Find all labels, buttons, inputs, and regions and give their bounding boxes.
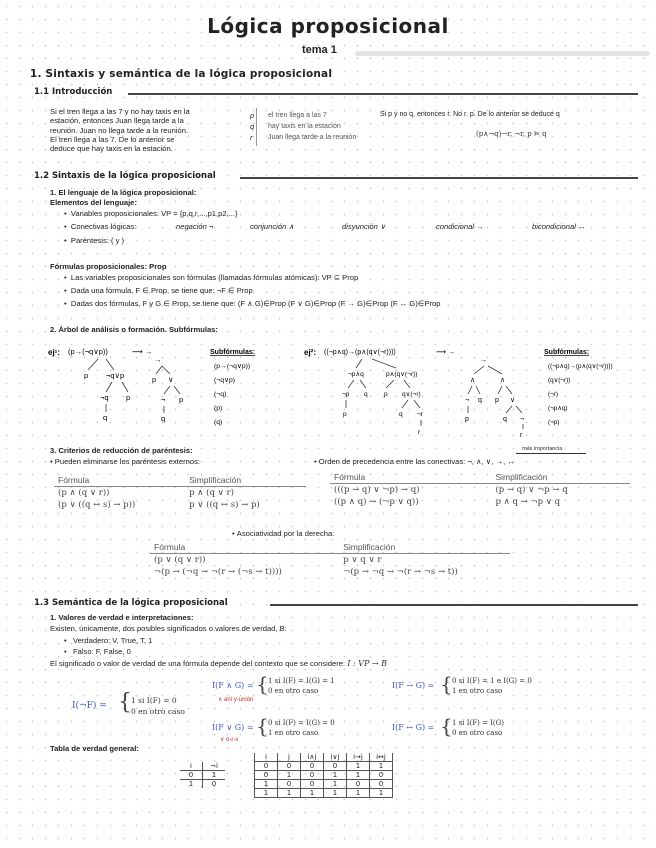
tree2-label: ej²: <box>304 348 316 357</box>
tree1-node: ¬q∨p <box>106 371 125 380</box>
conn-and: conjunción ∧ <box>250 222 294 231</box>
tree2-sub: (¬p∧q) <box>548 405 568 412</box>
and-lhs: I(F ∧ G) = <box>212 681 254 690</box>
table-precedence: Fórmula Simplificación (((p → q) ∨ ¬p) → q) (p → q) ∨ ¬p → q ((p ∧ q) → (¬p ∨ q)) p ∧ q → ¬p ∨ q <box>330 471 630 508</box>
tree2-node: p∧(q∨(¬r)) <box>386 371 418 378</box>
s12-heading: 1.2 Sintaxis de la lógica proposicional <box>34 171 216 181</box>
tree1-node: p <box>126 393 131 402</box>
tema-bar <box>355 51 650 56</box>
tree1-op: → <box>154 355 162 364</box>
tree2-leaf: p <box>495 397 499 404</box>
tree-2 <box>302 340 652 440</box>
tree2-node: p <box>343 411 347 418</box>
or-note: ∨ o-r-v <box>220 737 239 743</box>
brace: { <box>118 690 132 715</box>
prop-item-1: • Las variables proposicionales son fórmulas (llamadas fórmulas atómicas): VP ⊆ Prop <box>64 273 359 282</box>
s11-meanings: el tren llega a las 7 hay taxis en la estación Juan llega tarde a la reunión <box>268 112 357 141</box>
conn-iff: bicondicional ↔ <box>532 222 586 231</box>
iff-lhs: I(F ↔ G) = <box>392 723 435 732</box>
table-assoc: Fórmula Simplificación (p ∨ (q ∨ r)) p ∨ q ∨ r ¬(p → (¬q → ¬(r → (¬s → t)))) ¬(p → ¬q → ¬(r → ¬s → t)) <box>150 541 510 578</box>
assoc-bullet: • Asociatividad por la derecha: <box>232 529 335 538</box>
tree1-leaf: p <box>179 395 184 404</box>
or-lhs: I(F ∨ G) = <box>212 723 254 732</box>
tree2-sub: (q∨(¬r)) <box>548 377 571 384</box>
outer-bullet: • Pueden eliminarse los paréntesis externos: <box>50 457 200 466</box>
tree2-op: ¬ <box>465 397 470 404</box>
section-1-heading: 1. Sintaxis y semántica de la lógica proposicional <box>30 68 333 80</box>
and-note: ∧ ani y-unión <box>218 697 254 703</box>
tree2-leaf: r <box>520 432 523 439</box>
tree2-sub: (¬p) <box>548 419 560 426</box>
tree1-leaf: p <box>152 375 157 384</box>
prop-item-3: • Dadas dos fórmulas, F y G ∈ Prop, se tiene que: (F ∧ G)∈Prop (F ∨ G)∈Prop (F → G)∈Prop (F ↔ G)∈Prop <box>64 299 441 308</box>
s11-formal-text: Si p y no q, entonces r. No r. p. De lo anterior se deduce q <box>380 111 560 118</box>
tree1-sub: (q) <box>214 419 223 426</box>
tree2-node: q <box>399 411 403 418</box>
prec-bullet: • Orden de precedencia entre las conectivas: ¬, ∧, ∨, →, ↔ <box>314 457 515 466</box>
tree2-node: q <box>364 391 368 398</box>
tree1-node: ¬q <box>100 393 109 402</box>
and-cases: 1 si I(F) = I(G) = 1 0 en otro caso <box>268 677 335 695</box>
tree-1 <box>44 340 304 440</box>
tree2-node: r <box>418 429 421 436</box>
neg-cases: 1 si I(F) = 0 0 en otro caso <box>131 696 185 716</box>
s11-divider <box>256 108 257 146</box>
s12-item3: 3. Criterios de reducción de paréntesis: <box>50 446 193 455</box>
table-outer: Fórmula Simplificación (p ∧ (q ∨ r)) p ∧ (q ∨ r) (p ∨ ((q ↔ s) → p)) p ∨ ((q ↔ s) → p) <box>54 474 306 511</box>
truth-table-label: Tabla de verdad general: <box>50 744 139 753</box>
conn-imp: condicional → <box>436 222 484 231</box>
page-title: Lógica proposicional <box>207 14 449 38</box>
s12-variables: • Variables proposicionales: VP = {p,q,r,...,p1,p2,...} <box>64 209 238 218</box>
s13-true: • Verdadero: V, True, T, 1 <box>64 636 153 645</box>
tree1-op: ¬ <box>161 395 166 404</box>
tree2-sub-title: Subfórmulas: <box>544 349 590 356</box>
tree1-sub: (p→(¬q∨p)) <box>214 363 251 370</box>
iff-cases: 1 si I(F) = I(G) 0 en otro caso <box>452 719 504 737</box>
tree2-op: ∧ <box>470 377 476 384</box>
tree2-formula: ((¬p∧q)→(p∧(q∨(¬r)))) <box>324 349 396 356</box>
tree2-leaf: q <box>478 397 482 404</box>
s13-rule <box>270 604 638 606</box>
tree1-sub: (¬q) <box>214 391 227 398</box>
tree2-leaf: q <box>503 416 507 423</box>
s12-elements-label: Elementos del lenguaje: <box>50 198 137 207</box>
prop-item-2: • Dada una fórmula, F ∈ Prop, se tiene que: ¬F ∈ Prop <box>64 286 253 295</box>
tree2-leaf: p <box>465 416 469 423</box>
tree2-op: ∨ <box>510 397 516 404</box>
s13-intro: Existen, únicamente, dos posibles significados o valores de verdad, B: <box>50 624 287 633</box>
s12-connectives: • Conectivas lógicas: <box>64 222 137 231</box>
s11-paragraph: Si el tren llega a las 7 y no hay taxis en la estación, entonces Juan llega tarde a la reunión. Juan no llega tarde a la reunión. El tren llega a las 7. De lo anterior se deduce que hay taxis en la estación. <box>50 107 190 154</box>
s13-meaning: El significado o valor de verdad de una fórmula depende del contexto que se considere: I : VP → B <box>50 659 387 668</box>
tree2-node: ¬p <box>342 391 350 398</box>
or-cases: 0 si I(F) = I(G) = 0 1 en otro caso <box>268 719 335 737</box>
s11-heading: 1.1 Introducción <box>34 87 113 97</box>
s13-item1: 1. Valores de verdad e interpretaciones: <box>50 613 194 622</box>
conn-neg: negación ¬ <box>176 222 214 231</box>
s12-item1: 1. El lenguaje de la lógica proposicional: <box>50 188 197 197</box>
s13-heading: 1.3 Semántica de la lógica proposicional <box>34 598 228 608</box>
tree2-op: → <box>480 357 487 364</box>
s12-rule <box>240 177 638 179</box>
tree1-sub-title: Subfórmulas: <box>210 349 256 356</box>
s11-rule <box>128 93 638 95</box>
tree2-op: ¬ <box>520 416 525 423</box>
general-truth-table: i j i∧j i∨j i→j i↔j 0 0 0 0 1 1 0 1 0 1 1 0 1 0 0 1 0 0 1 1 1 1 1 1 <box>254 753 393 798</box>
tree1-label: ej¹: <box>48 348 60 357</box>
tree1-leaf: q <box>161 414 166 423</box>
s12-item2: 2. Árbol de análisis o formación. Subfórmulas: <box>50 325 218 334</box>
neg-truth-table: i ¬i 0 1 1 0 <box>180 762 225 788</box>
brace: { <box>440 672 453 696</box>
tree1-arrow: ⟿ → <box>132 347 153 356</box>
imp-lhs: I(F → G) = <box>392 681 435 690</box>
tree1-sub: (p) <box>214 405 223 412</box>
tree2-node: ¬r <box>417 411 423 418</box>
s13-false: • Falso: F, False, 0 <box>64 647 131 656</box>
tree1-op: ∨ <box>168 375 174 384</box>
tree1-sub: (¬q∨p) <box>214 377 236 384</box>
imp-cases: 0 si I(F) = 1 e I(G) = 0 1 en otro caso <box>452 677 532 695</box>
tree2-sub: ((¬p∧q)→(p∧(q∨(¬r)))) <box>548 363 613 370</box>
brace: { <box>440 714 453 738</box>
tree2-op: ∧ <box>500 377 506 384</box>
tree1-node: p <box>84 371 89 380</box>
brace: { <box>256 714 269 738</box>
tema-label: tema 1 <box>302 44 337 56</box>
tree2-sub: (¬r) <box>548 391 558 398</box>
conn-or: disyunción ∨ <box>342 222 386 231</box>
tree2-node: ¬p∧q <box>348 371 364 378</box>
tree2-arrow: ⟿ → <box>436 349 455 356</box>
tree2-node: q∨(¬r) <box>402 391 421 398</box>
s12-prop-label: Fórmulas proposicionales: Prop <box>50 262 167 271</box>
brace: { <box>256 672 269 696</box>
s11-vars: p q r <box>250 111 255 142</box>
s11-formal-math: (p∧¬q)→r, ¬r, p ⊨ q <box>476 130 547 138</box>
prec-note: más importancia <box>522 446 586 454</box>
tree2-node: p <box>384 391 388 398</box>
tree1-node: q <box>103 413 108 422</box>
s12-parens: • Paréntesis: ( y ) <box>64 236 125 245</box>
neg-lhs: I(¬F) = <box>72 701 107 711</box>
tree1-formula: (p→(¬q∨p)) <box>68 347 108 356</box>
